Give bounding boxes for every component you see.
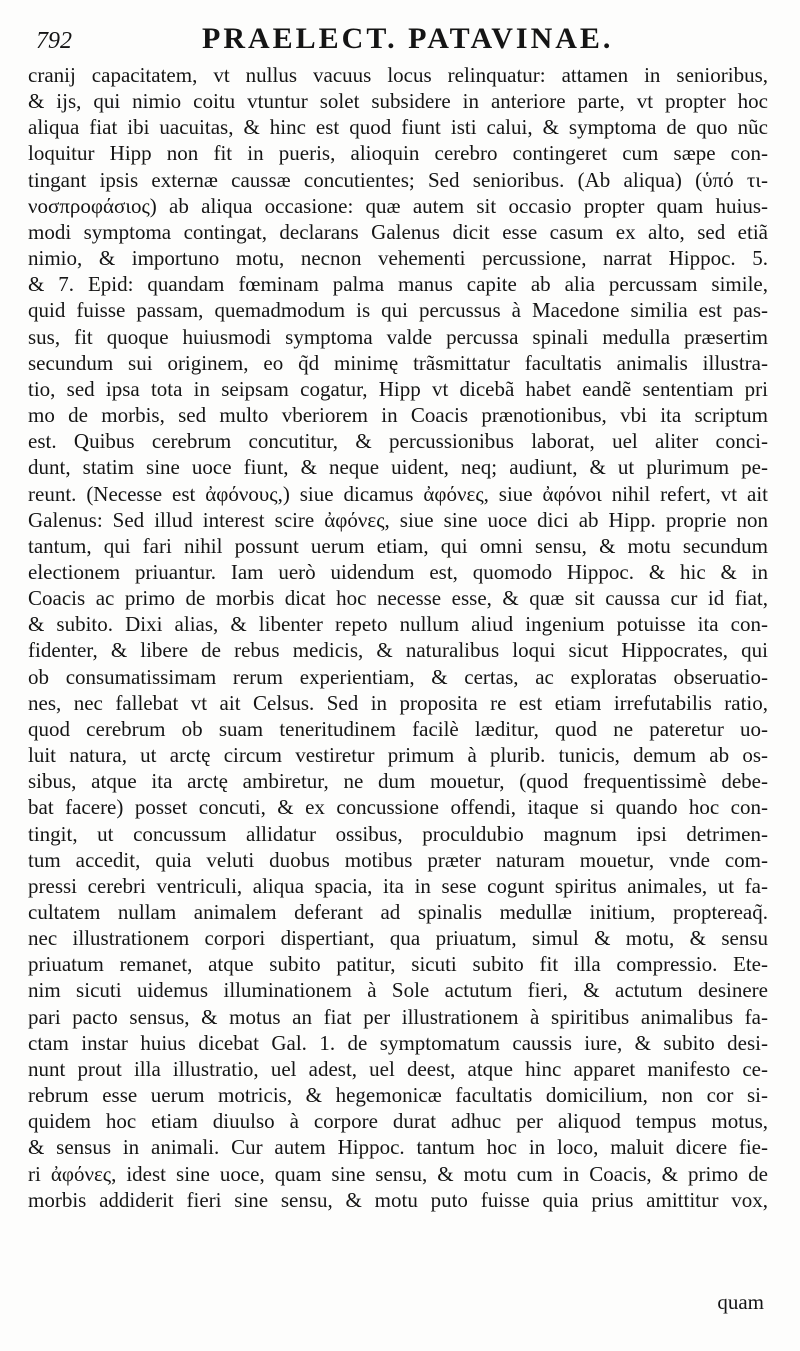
text-line: sus, fit quoque huiusmodi symptoma valde percussa spinali medulla præsertim <box>28 324 768 349</box>
text-line: dunt, statim sine uoce fiunt, & neque uident, neq; audiunt, & ut plurimum pe- <box>28 455 768 480</box>
text-line: ri ἀφόνες, idest sine uoce, quam sine sensu, & motu cum in Coacis, & primo de <box>28 1161 768 1186</box>
text-line: mo de morbis, sed multo vberiorem in Coacis prænotionibus, vbi ita scriptum <box>28 403 768 428</box>
text-line: nim sicuti uidemus illuminationem à Sole actutum fieri, & actutum desinere <box>28 978 768 1003</box>
text-line: pari pacto sensus, & motus an fiat per illustrationem à spiritibus animalibus fa- <box>28 1004 768 1029</box>
text-line: nec illustrationem corpori dispertiant, qua priuatum, simul & motu, & sensu <box>28 926 768 951</box>
page-header <box>36 22 776 62</box>
text-line: tingit, ut concussum allidatur ossibus, proculdubio magnum ipsi detrimen- <box>28 821 768 846</box>
text-line: loquitur Hipp non fit in pueris, alioquin cerebro contingeret cum sæpe con- <box>28 141 768 166</box>
text-line: quid fuisse passam, quemadmodum is qui percussus à Macedone similia est pas- <box>28 298 768 323</box>
text-line: & ijs, qui nimio coitu vtuntur solet subsidere in anteriore parte, vt propter hoc <box>28 89 768 114</box>
text-line: & sensus in animali. Cur autem Hippoc. tantum hoc in loco, maluit dicere fie- <box>28 1135 768 1160</box>
text-line: electionem priuantur. Iam uerò uidendum est, quomodo Hippoc. & hic & in <box>28 559 768 584</box>
text-line: tingant ipsis externæ caussæ concutientes; Sed senioribus. (Ab aliqua) (ὑπό τι- <box>28 167 768 192</box>
text-line: Galenus: Sed illud interest scire ἀφόνες, siue sine uoce dici ab Hipp. proprie non <box>28 507 768 532</box>
text-line: quod cerebrum ob suam teneritudinem facilè læditur, quod ne pateretur uo- <box>28 716 768 741</box>
text-line: nunt prout illa illustratio, uel adest, uel deest, atque hinc apparet manifesto ce- <box>28 1056 768 1081</box>
text-line: luit natura, ut arctę circum vestiretur primum à plurib. tunicis, demum ab os- <box>28 743 768 768</box>
text-line: tio, sed ipsa tota in seipsam cogatur, Hipp vt dicebã habet eandẽ sententiam pri <box>28 376 768 401</box>
text-line: reunt. (Necesse est ἀφόνους,) siue dicamus ἀφόνες, siue ἀφόνοι nihil refert, vt ait <box>28 481 768 506</box>
text-line: pressi cerebri ventriculi, aliqua spacia, ita in sese cogunt spiritus animales, ut fa- <box>28 873 768 898</box>
text-line: sibus, atque ita arctę ambiretur, ne dum mouetur, (quod frequentissimè debe- <box>28 769 768 794</box>
text-line: rebrum esse uerum motricis, & hegemonicæ facultatis domicilium, non cor si- <box>28 1083 768 1108</box>
body-text <box>28 62 768 1213</box>
text-line: bat facere) posset concuti, & ex concussione offendi, itaque si quando hoc con- <box>28 795 768 820</box>
text-line: νοσπροφάσιος) ab aliqua occasione: quæ autem sit occasio propter quam huius- <box>28 193 768 218</box>
text-line: quidem hoc etiam diuulso à corpore durat adhuc per aliquod tempus motus, <box>28 1109 768 1134</box>
text-line: modi symptoma contingat, declarans Galenus dicit esse casum ex alto, sed etiã <box>28 219 768 244</box>
text-line: & 7. Epid: quandam fœminam palma manus capite ab alia percussam simile, <box>28 272 768 297</box>
catchword: quam <box>717 1290 764 1314</box>
text-line: cultatem nullam animalem deferant ad spinalis medullæ initium, proptereaq̃. <box>28 900 768 924</box>
text-line: Coacis ac primo de morbis dicat hoc necesse esse, & quæ sit caussa cur id fiat, <box>28 586 768 611</box>
text-line: fidenter, & libere de rebus medicis, & naturalibus loqui sicut Hippocrates, qui <box>28 638 768 663</box>
running-head: PRAELECT. PATAVINAE. <box>202 22 614 55</box>
text-line: priuatum remanet, atque subito patitur, sicuti subito fit illa compressio. Ete- <box>28 952 768 977</box>
text-line: secundum sui originem, eo q̃d minimę trãsmittatur facultatis animalis illustra- <box>28 350 768 375</box>
text-line: est. Quibus cerebrum concutitur, & percussionibus laborat, uel aliter conci- <box>28 429 768 454</box>
text-line: cranij capacitatem, vt nullus vacuus locus relinquatur: attamen in senioribus, <box>28 63 768 87</box>
text-line: ob consumatissimam rerum experientiam, & certas, ac exploratas obseruatio- <box>28 664 768 689</box>
text-line: tum accedit, quia veluti duobus motibus præter naturam mouetur, vnde com- <box>28 847 768 872</box>
text-line: ctam instar huius dicebat Gal. 1. de symptomatum caussis iure, & subito desi- <box>28 1030 768 1055</box>
text-line: aliqua fiat ibi uacuitas, & hinc est quod fiunt isti calui, & symptoma de quo nũc <box>28 115 768 140</box>
text-line: morbis addiderit fieri sine sensu, & motu puto fuisse quia prius amittitur vox, <box>28 1187 768 1212</box>
text-line: & subito. Dixi alias, & libenter repeto nullum aliud ingenium potuisse ita con- <box>28 612 768 637</box>
page-number: 792 <box>36 28 72 54</box>
text-line: tantum, qui fari nihil possunt uerum etiam, qui omni sensu, & motu secundum <box>28 533 768 558</box>
text-line: nes, nec fallebat vt ait Celsus. Sed in proposita re est etiam irrefutabilis ratio, <box>28 690 768 715</box>
text-line: nimio, & importuno motu, necnon vehementi percussione, narrat Hippoc. 5. <box>28 246 768 271</box>
